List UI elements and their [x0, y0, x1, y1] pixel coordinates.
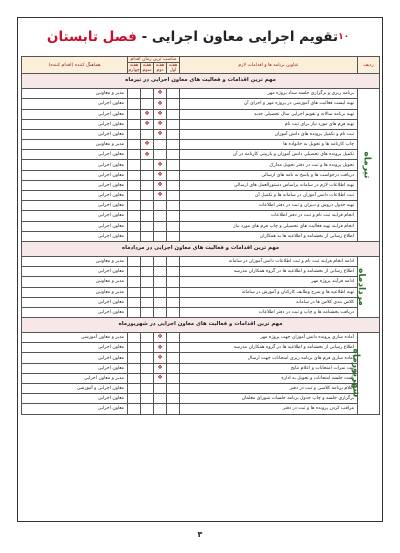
week-4-mark — [128, 353, 141, 363]
week-1-mark — [167, 170, 180, 180]
week-1-mark — [167, 211, 180, 221]
week-3-mark: ❖ — [141, 150, 154, 160]
week-3-mark — [141, 221, 154, 231]
week-3-mark: ❖ — [141, 109, 154, 119]
week-3-mark — [141, 191, 154, 201]
week-3-mark — [141, 267, 154, 277]
coordinator-cell: مدیر و معاونین — [22, 140, 128, 150]
week-4-mark — [128, 394, 141, 404]
week-2-mark — [154, 267, 167, 277]
coordinator-cell: معاون اجرایی — [22, 404, 128, 414]
coordinator-cell: مدیر و معاون آموزشی — [22, 333, 128, 343]
week-2-mark: ❖ — [154, 363, 167, 373]
task-cell: ادامه انجام فرایند ثبت نام و ثبت اطلاعات دانش آموزان در سامانه — [180, 256, 358, 266]
coordinator-cell: معاون اجرایی — [22, 363, 128, 373]
coordinator-cell: معاون اجرایی — [22, 211, 128, 221]
week-1-mark — [167, 129, 180, 139]
table-row — [22, 160, 380, 170]
week-3-mark — [141, 287, 154, 297]
week-1-mark — [167, 109, 180, 119]
table-row — [22, 170, 380, 180]
table-row — [22, 129, 380, 139]
week-3-mark — [141, 343, 154, 353]
week-4-mark — [128, 231, 141, 241]
week-2-mark — [154, 287, 167, 297]
week-1-mark — [167, 140, 180, 150]
week-4-mark — [128, 333, 141, 343]
week-3-mark — [141, 353, 154, 363]
week-2-mark — [154, 297, 167, 307]
header-row-label: ردیف — [358, 57, 380, 74]
week-2-mark: ❖ — [154, 333, 167, 343]
header-coordinator: هماهنگ کننده (اقدام کننده) — [22, 57, 128, 74]
week-2-mark — [154, 394, 167, 404]
coordinator-cell: مدیر و معاونین — [22, 89, 128, 99]
coordinator-cell: معاون اجرایی — [22, 353, 128, 363]
week-2-mark — [154, 384, 167, 394]
task-cell: ثبت اطلاعات دانش آموزان در سامانه ها و تکمیل آن — [180, 191, 358, 201]
week-4-mark — [128, 150, 141, 160]
week-1-mark — [167, 256, 180, 266]
coordinator-cell: معاون اجرایی — [22, 160, 128, 170]
week-1-mark — [167, 333, 180, 343]
task-cell: اطلاع رسانی از بخشنامه و اطلاعیه ها در گروه همکاران مدرسه — [180, 343, 358, 353]
week-1-mark — [167, 191, 180, 201]
table-row — [22, 211, 380, 221]
table-row — [22, 180, 380, 190]
week-2-mark — [154, 211, 167, 221]
title-plain: تقویم اجرایی معاون اجرایی — [151, 29, 339, 45]
table-row — [22, 297, 380, 307]
task-cell: چاپ کارنامه ها و تحویل به خانواده ها — [180, 140, 358, 150]
week-4-mark — [128, 201, 141, 211]
header-timing: مناسب ترین زمان اقدام — [128, 57, 180, 63]
task-cell: مراقب کردن پرونده ها و ثبت در دفتر — [180, 404, 358, 414]
coordinator-cell: معاون اجرایی — [22, 119, 128, 129]
table-row — [22, 191, 380, 201]
task-cell: ثبت نام و تکمیل پرونده های دانش آموزان — [180, 129, 358, 139]
week-3-mark — [141, 180, 154, 190]
week-4-mark — [128, 363, 141, 373]
header-week1: هفته اول — [167, 63, 180, 74]
task-cell: تهیه برنامه سالانه و تقویم اجرایی سال تحصیلی جدید — [180, 109, 358, 119]
task-cell: تهیه اطلاعیه ها و شرح وظایف کارکنان و آموزش در سامانه — [180, 287, 358, 297]
task-cell: ادامه فرآیند پروژه مهر — [180, 277, 358, 287]
season-label: شهریورماه — [350, 348, 361, 398]
week-4-mark — [128, 307, 141, 317]
week-1-mark — [167, 363, 180, 373]
coordinator-cell: معاون اجرایی — [22, 150, 128, 160]
task-cell: تحویل پرونده ها و ثبت در دفتر تحویل مدارک — [180, 160, 358, 170]
week-2-mark — [154, 404, 167, 414]
table-row — [22, 99, 380, 109]
week-4-mark — [128, 129, 141, 139]
season-label: مردادماه — [356, 268, 367, 306]
week-3-mark — [141, 201, 154, 211]
week-1-mark — [167, 99, 180, 109]
coordinator-cell: مدیر و معاون اجرایی — [22, 373, 128, 383]
week-4-mark — [128, 343, 141, 353]
week-4-mark — [128, 297, 141, 307]
coordinator-cell: معاون اجرایی — [22, 394, 128, 404]
task-cell: برگزاری جلسه و چاپ جدول برنامه جلسات شورای معلمان — [180, 394, 358, 404]
week-2-mark: ❖ — [154, 343, 167, 353]
season-label-cell — [358, 89, 380, 242]
table-row — [22, 343, 380, 353]
week-4-mark — [128, 109, 141, 119]
week-1-mark — [167, 231, 180, 241]
week-3-mark — [141, 363, 154, 373]
task-cell: تهیه اطلاعات لازم در سامانه براساس دستورالعمل های ارسالی — [180, 180, 358, 190]
table-row — [22, 119, 380, 129]
coordinator-cell: معاون اجرایی — [22, 297, 128, 307]
coordinator-cell: معاون اجرایی — [22, 170, 128, 180]
coordinator-cell: مدیر و معاونین — [22, 287, 128, 297]
week-1-mark — [167, 353, 180, 363]
task-cell: پست جلسه امتحانات و تحویل به اداره — [180, 373, 358, 383]
coordinator-cell: معاون اجرایی — [22, 109, 128, 119]
coordinator-cell: معاون اجرایی — [22, 221, 128, 231]
week-4-mark — [128, 221, 141, 231]
week-3-mark — [141, 231, 154, 241]
page-title: ۱۰ تقویم اجرایی معاون اجرایی - فصل تابستان — [46, 29, 350, 45]
task-cell: دریافت درخواست ها و پاسخ به نامه های ارسالی — [180, 170, 358, 180]
coordinator-cell: معاون اجرایی — [22, 180, 128, 190]
table-row — [22, 404, 380, 414]
week-2-mark — [154, 256, 167, 266]
task-cell: تکمیل پرونده های تحصیلی دانش آموزان و بازبینی کارنامه در آن — [180, 150, 358, 160]
table-row — [22, 277, 380, 287]
week-4-mark — [128, 119, 141, 129]
week-3-mark — [141, 89, 154, 99]
week-1-mark — [167, 297, 180, 307]
week-1-mark — [167, 394, 180, 404]
week-3-mark — [141, 99, 154, 109]
header-week3: هفته سوم — [142, 63, 152, 74]
week-1-mark — [167, 373, 180, 383]
week-2-mark — [154, 201, 167, 211]
week-4-mark — [128, 287, 141, 297]
task-cell: تهیه لیست فعالیت های آموزشی در پروژه مهر و اجرای آن — [180, 99, 358, 109]
task-cell: انجام فرایند ثبت نام و ثبت در دفتر اطلاعات — [180, 211, 358, 221]
week-2-mark — [154, 231, 167, 241]
table-row — [22, 353, 380, 363]
coordinator-cell: معاون اجرایی — [22, 129, 128, 139]
task-cell: تهیه فرم های مورد نیاز برای ثبت نام — [180, 119, 358, 129]
table-row — [22, 109, 380, 119]
week-1-mark — [167, 119, 180, 129]
week-2-mark — [154, 150, 167, 160]
task-cell: ثبت نمرات امتحانات و اعلام نتایج — [180, 363, 358, 373]
table-row — [22, 256, 380, 266]
section-title: مهم ترین اقدامات و فعالیت های معاون اجرایی در تیرماه — [22, 74, 380, 89]
table-row — [22, 373, 380, 383]
coordinator-cell: مدیر و معاونین — [22, 277, 128, 287]
week-4-mark — [128, 170, 141, 180]
table-row — [22, 201, 380, 211]
task-cell: انجام فرایند تهیه فعالیت های تحصیلی و چاپ فرم های مورد نیاز — [180, 221, 358, 231]
week-4-mark — [128, 267, 141, 277]
coordinator-cell: معاون اجرایی و آموزشی — [22, 384, 128, 394]
week-4-mark — [128, 277, 141, 287]
task-cell: آماده سازی فرم های برنامه ریزی امتحانات جهت ارسال — [180, 353, 358, 363]
week-4-mark — [128, 140, 141, 150]
task-cell: اعلام برنامه کلاسی و ثبت در دفتر — [180, 384, 358, 394]
week-4-mark — [128, 373, 141, 383]
season-label-cell — [358, 256, 380, 317]
week-1-mark — [167, 343, 180, 353]
week-2-mark: ❖ — [154, 353, 167, 363]
week-2-mark: ❖ — [154, 160, 167, 170]
table-row — [22, 333, 380, 343]
section-header — [22, 318, 380, 333]
week-1-mark — [167, 160, 180, 170]
table-row — [22, 150, 380, 160]
week-3-mark — [141, 170, 154, 180]
table-row — [22, 363, 380, 373]
calendar-page — [17, 17, 383, 539]
week-3-mark — [141, 394, 154, 404]
week-1-mark — [167, 89, 180, 99]
week-2-mark — [154, 140, 167, 150]
page-number: ۳ — [197, 530, 203, 539]
week-4-mark — [128, 211, 141, 221]
week-3-mark — [141, 160, 154, 170]
week-4-mark — [128, 384, 141, 394]
week-2-mark: ❖ — [154, 89, 167, 99]
week-3-mark — [141, 129, 154, 139]
section-header — [22, 241, 380, 256]
coordinator-cell: معاون اجرایی — [22, 99, 128, 109]
table-row — [22, 394, 380, 404]
header-row-1 — [22, 57, 380, 63]
coordinator-cell: مدیر و معاونین — [22, 256, 128, 266]
season-label: تیرماه — [361, 151, 372, 179]
week-1-mark — [167, 180, 180, 190]
task-cell: اطلاع رسانی از بخشنامه و اطلاعیه ها در گروه همکاران مدرسه — [180, 267, 358, 277]
week-4-mark — [128, 160, 141, 170]
week-3-mark — [141, 333, 154, 343]
task-cell: دریافت بخشنامه ها و چاپ و ثبت در دفتر اطلاعات — [180, 307, 358, 317]
week-2-mark: ❖ — [154, 180, 167, 190]
week-4-mark — [128, 256, 141, 266]
week-3-mark — [141, 307, 154, 317]
table-row — [22, 231, 380, 241]
season-label-cell — [350, 333, 380, 415]
week-3-mark — [141, 297, 154, 307]
title-accent: فصل تابستان — [46, 29, 137, 45]
week-1-mark — [167, 221, 180, 231]
table-row — [22, 140, 380, 150]
table-row — [22, 287, 380, 297]
week-4-mark — [128, 404, 141, 414]
task-cell: آماده سازی پرونده دانش آموزان جهت پروژه مهر — [180, 333, 358, 343]
week-1-mark — [167, 307, 180, 317]
table-row — [22, 89, 380, 99]
week-2-mark: ❖ — [154, 99, 167, 109]
table-row — [22, 267, 380, 277]
schedule-table — [21, 56, 380, 415]
week-1-mark — [167, 150, 180, 160]
week-3-mark — [141, 373, 154, 383]
coordinator-cell: معاون اجرایی — [22, 267, 128, 277]
week-3-mark — [141, 404, 154, 414]
coordinator-cell: معاون اجرایی — [22, 307, 128, 317]
coordinator-cell: معاون اجرایی — [22, 201, 128, 211]
week-2-mark: ❖ — [154, 129, 167, 139]
week-4-mark — [128, 180, 141, 190]
week-1-mark — [167, 404, 180, 414]
coordinator-cell: معاون اجرایی — [22, 191, 128, 201]
table-row — [22, 307, 380, 317]
week-4-mark — [128, 99, 141, 109]
week-3-mark: ❖ — [141, 140, 154, 150]
task-cell: اطلاع رسانی از بخشنامه و اطلاعیه ها به همکاران — [180, 231, 358, 241]
week-3-mark — [141, 256, 154, 266]
week-2-mark: ❖ — [154, 170, 167, 180]
week-1-mark — [167, 201, 180, 211]
week-2-mark: ❖ — [154, 119, 167, 129]
header-week2: هفته دوم — [154, 63, 167, 74]
week-1-mark — [167, 267, 180, 277]
week-3-mark — [141, 384, 154, 394]
week-1-mark — [167, 384, 180, 394]
title-mark: ۱۰ — [338, 32, 350, 42]
week-2-mark: ❖ — [154, 191, 167, 201]
week-2-mark: ❖ — [154, 373, 167, 383]
week-1-mark — [167, 287, 180, 297]
header-tasks: عناوین برنامه ها و اقدامات لازم — [180, 57, 358, 74]
week-2-mark — [154, 221, 167, 231]
week-2-mark: ❖ — [154, 109, 167, 119]
task-cell: برنامه ریزی و برگزاری جلسه ستاد پروژه مهر — [180, 89, 358, 99]
week-1-mark — [167, 277, 180, 287]
table-row — [22, 221, 380, 231]
week-3-mark: ❖ — [141, 119, 154, 129]
week-3-mark — [141, 277, 154, 287]
week-4-mark — [128, 89, 141, 99]
section-header — [22, 74, 380, 89]
coordinator-cell: معاون اجرایی — [22, 343, 128, 353]
task-cell: تهیه جدول دروس و دبیران و ثبت در دفتر اطلاعات — [180, 201, 358, 211]
task-cell: کلاس بندی کلاس ها در سامانه — [180, 297, 358, 307]
week-4-mark — [128, 191, 141, 201]
header-week4: هفته چهارم — [128, 63, 140, 74]
week-2-mark — [154, 277, 167, 287]
coordinator-cell: معاون اجرایی — [22, 231, 128, 241]
week-3-mark — [141, 211, 154, 221]
section-title: مهم ترین اقدامات و فعالیت های معاون اجرایی در شهریورماه — [22, 318, 380, 333]
table-row — [22, 384, 380, 394]
section-title: مهم ترین اقدامات و فعالیت های معاون اجرایی در مردادماه — [22, 241, 380, 256]
week-2-mark — [154, 307, 167, 317]
